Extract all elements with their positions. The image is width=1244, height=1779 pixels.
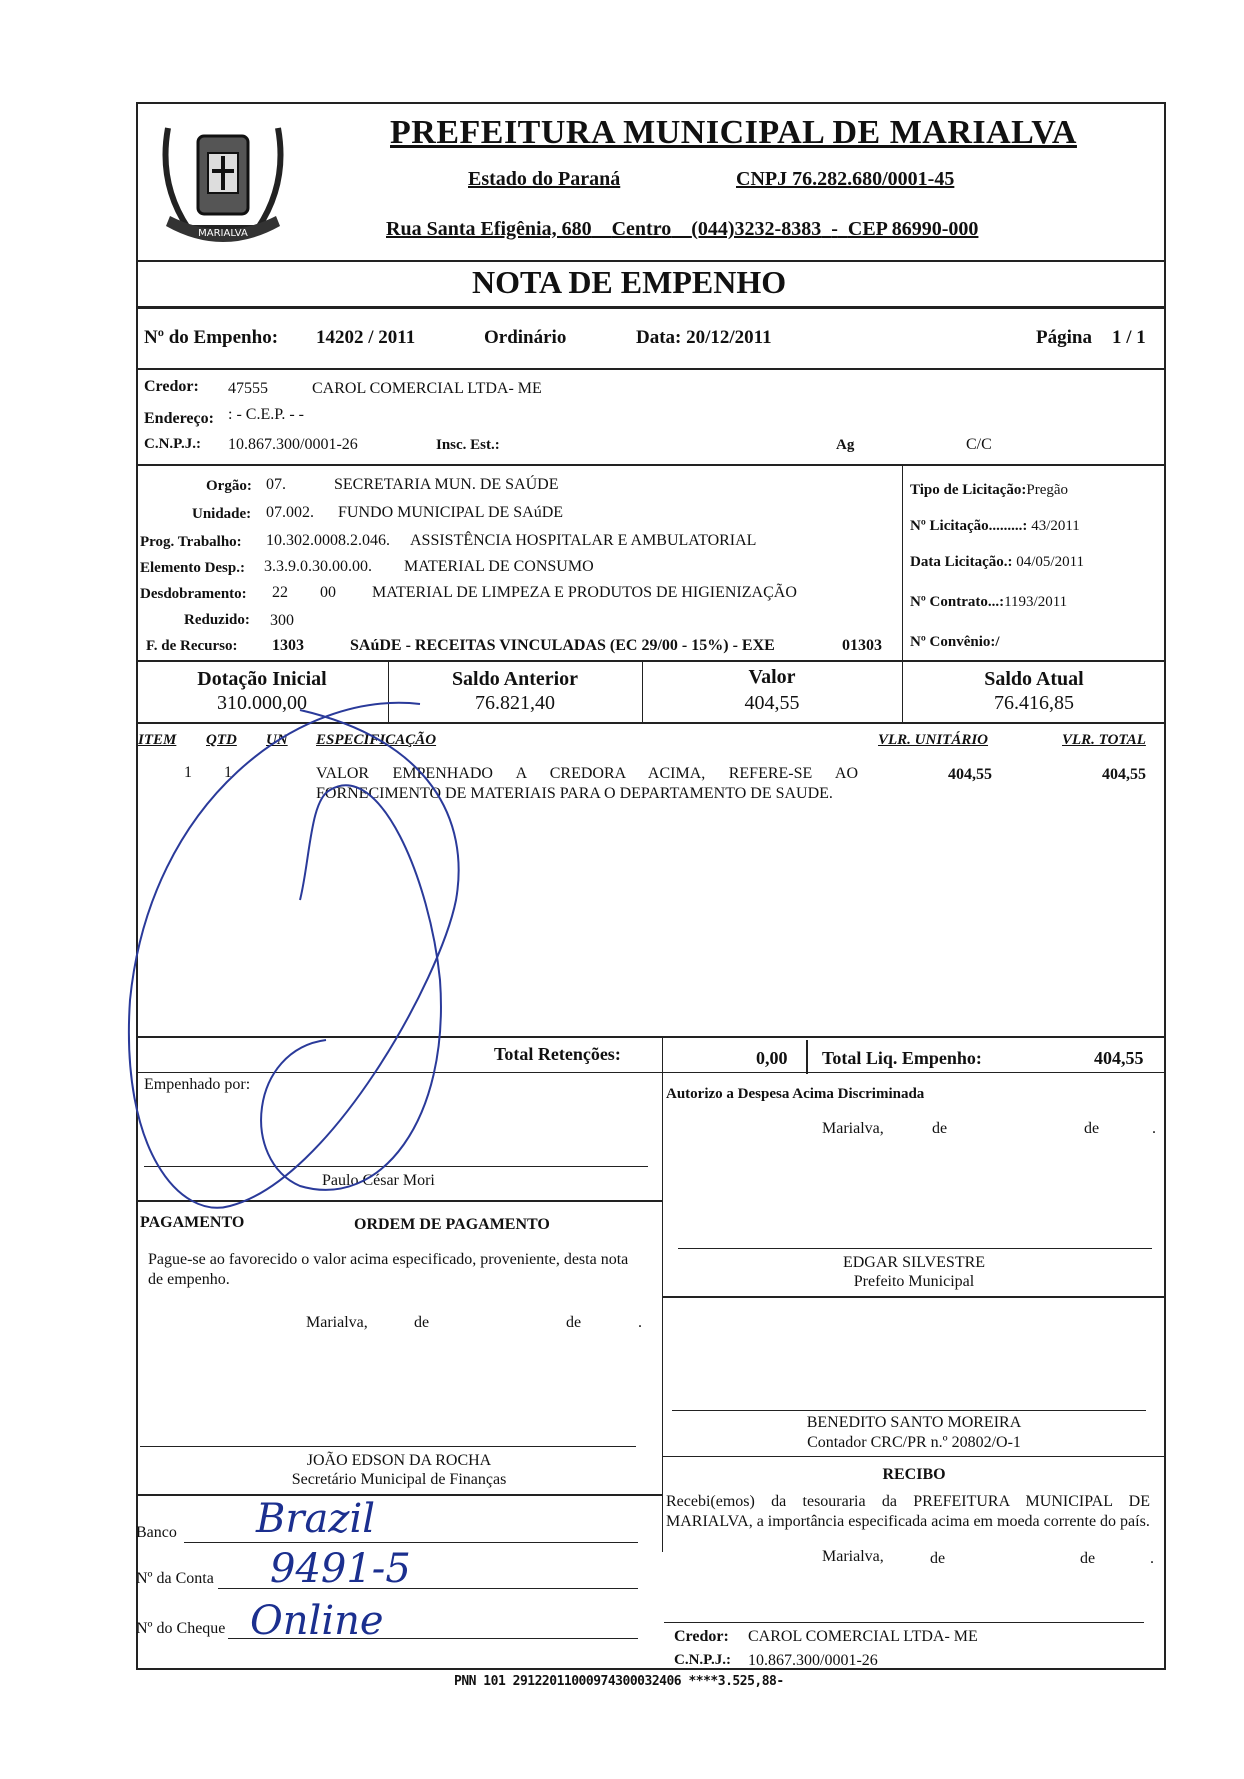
separator-text: - xyxy=(831,218,838,240)
numero-value: 43/2011 xyxy=(1031,518,1080,534)
col-un: UN xyxy=(266,732,288,748)
row-total: 404,55 xyxy=(1102,766,1146,783)
cep-text: CEP 86990-000 xyxy=(847,218,979,240)
autorizo-de1: de xyxy=(932,1120,948,1137)
row-qtd: 1 xyxy=(224,764,232,781)
desdob-name: MATERIAL DE LIMPEZA E PRODUTOS DE HIGIENIZAÇÃO xyxy=(372,584,797,601)
banco-handwriting: Brazil xyxy=(256,1496,376,1542)
retencoes-value: 0,00 xyxy=(756,1048,788,1068)
atual-value: 76.416,85 xyxy=(994,692,1074,714)
ordem-dot: . xyxy=(638,1314,642,1331)
recibo-cnpj: 10.867.300/0001-26 xyxy=(748,1652,878,1669)
liq-label: Total Liq. Empenho: xyxy=(822,1048,982,1068)
atual-label: Saldo Atual xyxy=(984,668,1084,690)
desdob-label: Desdobramento: xyxy=(140,586,247,602)
recibo-text: Recebi(emos) da tesouraria da PREFEITURA MUNICIPAL DE MARIALVA, a importância especificada acima em moeda corrente do país. xyxy=(666,1493,1150,1530)
desdob-b: 00 xyxy=(320,584,336,601)
district-text: Centro xyxy=(611,218,672,240)
banco-label: Banco xyxy=(136,1524,177,1541)
empenho-type: Ordinário xyxy=(484,327,567,348)
tipo-label: Tipo de Licitação: xyxy=(910,482,1027,498)
credor-label: Credor: xyxy=(144,378,199,395)
autorizo-text: Autorizo a Despesa Acima Discriminada xyxy=(666,1086,925,1102)
reduzido-label: Reduzido: xyxy=(184,612,250,628)
ordem-label: ORDEM DE PAGAMENTO xyxy=(354,1216,550,1233)
liq-value: 404,55 xyxy=(1094,1048,1144,1068)
elemento-label: Elemento Desp.: xyxy=(140,560,245,576)
recibo-cnpj-label: C.N.P.J.: xyxy=(674,1652,731,1668)
recurso-name: SAúDE - RECEITAS VINCULADAS (EC 29/00 - 15%) - EXE xyxy=(350,637,775,654)
unidade-label: Unidade: xyxy=(192,506,252,522)
empenho-number: 14202 / 2011 xyxy=(316,327,416,348)
desdob-a: 22 xyxy=(272,584,288,601)
recibo-de1: de xyxy=(930,1550,946,1567)
ordem-marialva: Marialva, xyxy=(306,1314,368,1331)
credor-code: 47555 xyxy=(228,380,268,397)
secretario-cargo: Secretário Municipal de Finanças xyxy=(291,1471,507,1488)
dotacao-value: 310.000,00 xyxy=(217,692,307,714)
valor-label: Valor xyxy=(748,666,796,688)
autorizo-de2: de xyxy=(1084,1120,1100,1137)
row-spec: VALOR EMPENHADO A CREDORA ACIMA, REFERE-SE AO FORNECIMENTO DE MATERIAIS PARA O DEPARTAMENTO DE SAUDE. xyxy=(316,765,858,802)
unidade-code: 07.002. xyxy=(266,504,314,521)
recibo-credor-nome: CAROL COMERCIAL LTDA- ME xyxy=(748,1628,978,1645)
convenio-label: Nº Convênio:/ xyxy=(910,634,1000,650)
document-title: NOTA DE EMPENHO xyxy=(472,264,787,300)
retencoes-label: Total Retenções: xyxy=(494,1044,621,1064)
col-spec: ESPECIFICAÇÃO xyxy=(316,732,437,748)
cc-label: C/C xyxy=(966,436,992,453)
endereco-value: : - C.E.P. - - xyxy=(228,406,304,423)
row-item: 1 xyxy=(184,764,192,781)
conta-label: Nº da Conta xyxy=(136,1570,214,1587)
anterior-value: 76.821,40 xyxy=(475,692,555,714)
pagamento-label: PAGAMENTO xyxy=(140,1214,245,1231)
recurso-label: F. de Recurso: xyxy=(146,638,238,654)
orgao-name: SECRETARIA MUN. DE SAÚDE xyxy=(334,476,559,493)
prog-code: 10.302.0008.2.046. xyxy=(266,532,390,549)
recurso-code2: 01303 xyxy=(842,637,882,654)
valor-value: 404,55 xyxy=(744,692,800,714)
state-name: Estado do Paraná xyxy=(468,168,621,190)
address-text: Rua Santa Efigênia, 680 xyxy=(386,218,592,240)
empenhado-nome: Paulo César Mori xyxy=(322,1172,435,1189)
phone-text: (044)3232-8383 xyxy=(691,218,822,240)
cheque-handwriting: Online xyxy=(250,1598,384,1644)
secretario-nome: JOÃO EDSON DA ROCHA xyxy=(306,1452,492,1469)
recibo-dot: . xyxy=(1150,1550,1154,1567)
recibo-title: RECIBO xyxy=(882,1466,946,1483)
contador-cargo: Contador CRC/PR n.º 20802/O-1 xyxy=(807,1434,1021,1451)
ag-label: Ag xyxy=(836,437,855,453)
header-cnpj: CNPJ 76.282.680/0001-45 xyxy=(736,168,955,190)
recibo-credor-label: Credor: xyxy=(674,1628,729,1645)
empenho-date: Data: 20/12/2011 xyxy=(636,327,772,348)
cheque-label: Nº do Cheque xyxy=(136,1620,226,1637)
svg-text:MARIALVA: MARIALVA xyxy=(198,228,248,239)
prog-label: Prog. Trabalho: xyxy=(140,534,242,550)
autorizo-dot: . xyxy=(1152,1120,1156,1137)
prog-name: ASSISTÊNCIA HOSPITALAR E AMBULATORIAL xyxy=(410,532,757,549)
cnpj-label: C.N.P.J.: xyxy=(144,436,201,452)
contrato-value: 1193/2011 xyxy=(1004,594,1068,610)
contrato-label: Nº Contrato...: xyxy=(910,594,1005,610)
prefeito-cargo: Prefeito Municipal xyxy=(853,1273,975,1290)
page-number: 1 / 1 xyxy=(1112,327,1146,348)
recibo-marialva: Marialva, xyxy=(822,1548,884,1565)
row-unit: 404,55 xyxy=(948,766,992,783)
elemento-name: MATERIAL DE CONSUMO xyxy=(404,558,594,575)
ordem-de1: de xyxy=(414,1314,430,1331)
footer-code: PNN 101 29122011000974300032406 ****3.525,88- xyxy=(454,1674,784,1689)
prefeito-nome: EDGAR SILVESTRE xyxy=(842,1254,986,1271)
cnpj-value: 10.867.300/0001-26 xyxy=(228,436,358,453)
dotacao-label: Dotação Inicial xyxy=(197,668,327,690)
col-item: ITEM xyxy=(138,732,177,748)
recibo-de2: de xyxy=(1080,1550,1096,1567)
tipo-value: Pregão xyxy=(1026,482,1069,498)
conta-handwriting: 9491-5 xyxy=(270,1546,411,1592)
empenhado-label: Empenhado por: xyxy=(144,1076,251,1093)
reduzido-value: 300 xyxy=(270,612,294,629)
contador-nome: BENEDITO SANTO MOREIRA xyxy=(806,1414,1022,1431)
col-qtd: QTD xyxy=(206,732,237,748)
col-unit: VLR. UNITÁRIO xyxy=(878,732,989,748)
endereco-label: Endereço: xyxy=(144,410,214,427)
orgao-label: Orgão: xyxy=(206,478,252,494)
pague-se-text: Pague-se ao favorecido o valor acima especificado, proveniente, desta nota de empenho. xyxy=(148,1251,629,1288)
autorizo-marialva: Marialva, xyxy=(822,1120,884,1137)
ordem-de2: de xyxy=(566,1314,582,1331)
page-label: Página xyxy=(1036,327,1092,348)
data-label: Data Licitação.: xyxy=(910,554,1013,570)
data-value: 04/05/2011 xyxy=(1016,554,1085,570)
empenho-label: Nº do Empenho: xyxy=(144,327,279,348)
col-total: VLR. TOTAL xyxy=(1062,732,1146,748)
anterior-label: Saldo Anterior xyxy=(451,668,579,690)
credor-name: CAROL COMERCIAL LTDA- ME xyxy=(312,380,542,397)
unidade-name: FUNDO MUNICIPAL DE SAúDE xyxy=(338,504,564,521)
recurso-code: 1303 xyxy=(272,637,304,654)
orgao-code: 07. xyxy=(266,476,286,493)
numero-label: Nº Licitação.........: xyxy=(910,518,1028,534)
insc-label: Insc. Est.: xyxy=(436,437,500,453)
page-title: PREFEITURA MUNICIPAL DE MARIALVA xyxy=(390,114,1077,151)
elemento-code: 3.3.9.0.30.00.00. xyxy=(264,558,372,575)
